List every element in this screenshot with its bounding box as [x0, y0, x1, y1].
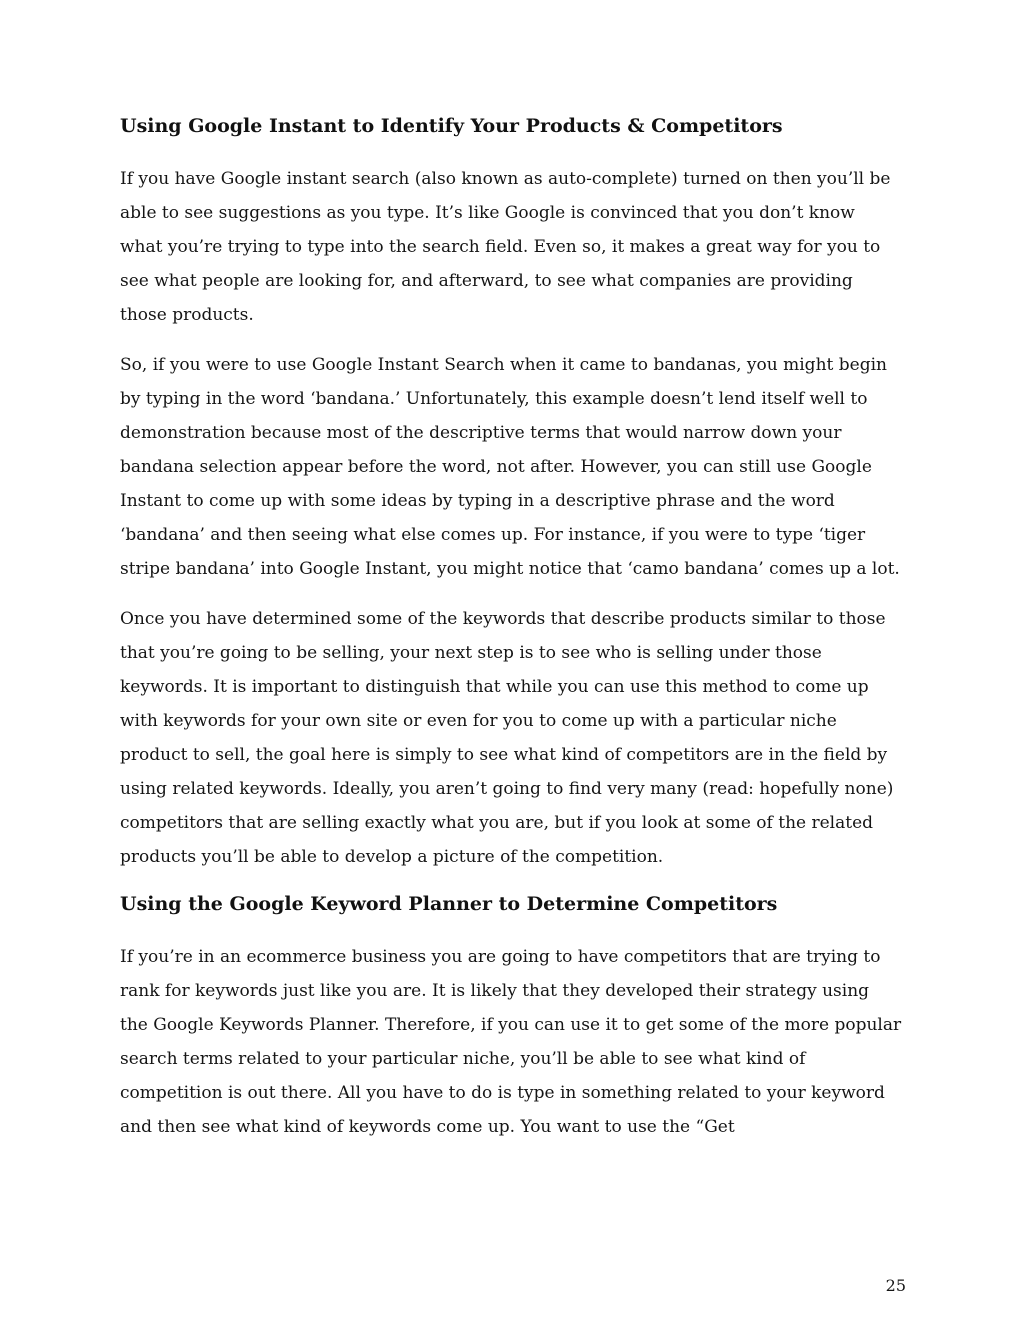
paragraph: If you have Google instant search (also known as auto-complete) turned on then you’ll be able to see suggestions as you type. It’s like Google is convinced that you don’t know what you’re trying to type into the search field. Even so, it makes a great way for you to see what people are looking for, and afterward, to see what companies are providing those products. — [120, 169, 891, 325]
paragraph: If you’re in an ecommerce business you are going to have competitors that are trying to rank for keywords just like you are. It is likely that they developed their strategy using the Google Keywords Planner. Therefore, if you can use it to get some of the more popular search terms related to your particular niche, you’ll be able to see what kind of competition is out there. All you have to do is type in something related to your keyword and then see what kind of keywords come up. You want to use the “Get — [120, 947, 902, 1137]
paragraph: Once you have determined some of the keywords that describe products similar to those that you’re going to be selling, your next step is to see who is selling under those keywords. It is important to distinguish that while you can use this method to come up with keywords for your own site or even for you to come up with a particular niche product to sell, the goal here is simply to see what kind of competitors are in the field by using related keywords. Ideally, you aren’t going to find very many (read: hopefully none) competitors that are selling exactly what you are, but if you look at some of the related products you’ll be able to develop a picture of the competition. — [120, 609, 894, 867]
paragraph: So, if you were to use Google Instant Search when it came to bandanas, you might begin by typing in the word ‘bandana.’ Unfortunately, this example doesn’t lend itself well to demonstration because most of the descriptive terms that would narrow down your bandana selection appear before the word, not after. However, you can still use Google Instant to come up with some ideas by typing in a descriptive phrase and the word ‘bandana’ and then seeing what else comes up. For instance, if you were to type ‘tiger stripe bandana’ into Google Instant, you might notice that ‘camo bandana’ comes up a lot. — [120, 355, 900, 579]
section-google-instant — [120, 112, 902, 874]
page-number: 25 — [885, 1276, 906, 1295]
section-keyword-planner — [120, 890, 902, 1144]
section-heading: Using the Google Keyword Planner to Determine Competitors — [120, 893, 778, 915]
section-heading: Using Google Instant to Identify Your Products & Competitors — [120, 115, 783, 137]
page-content — [120, 112, 902, 1160]
